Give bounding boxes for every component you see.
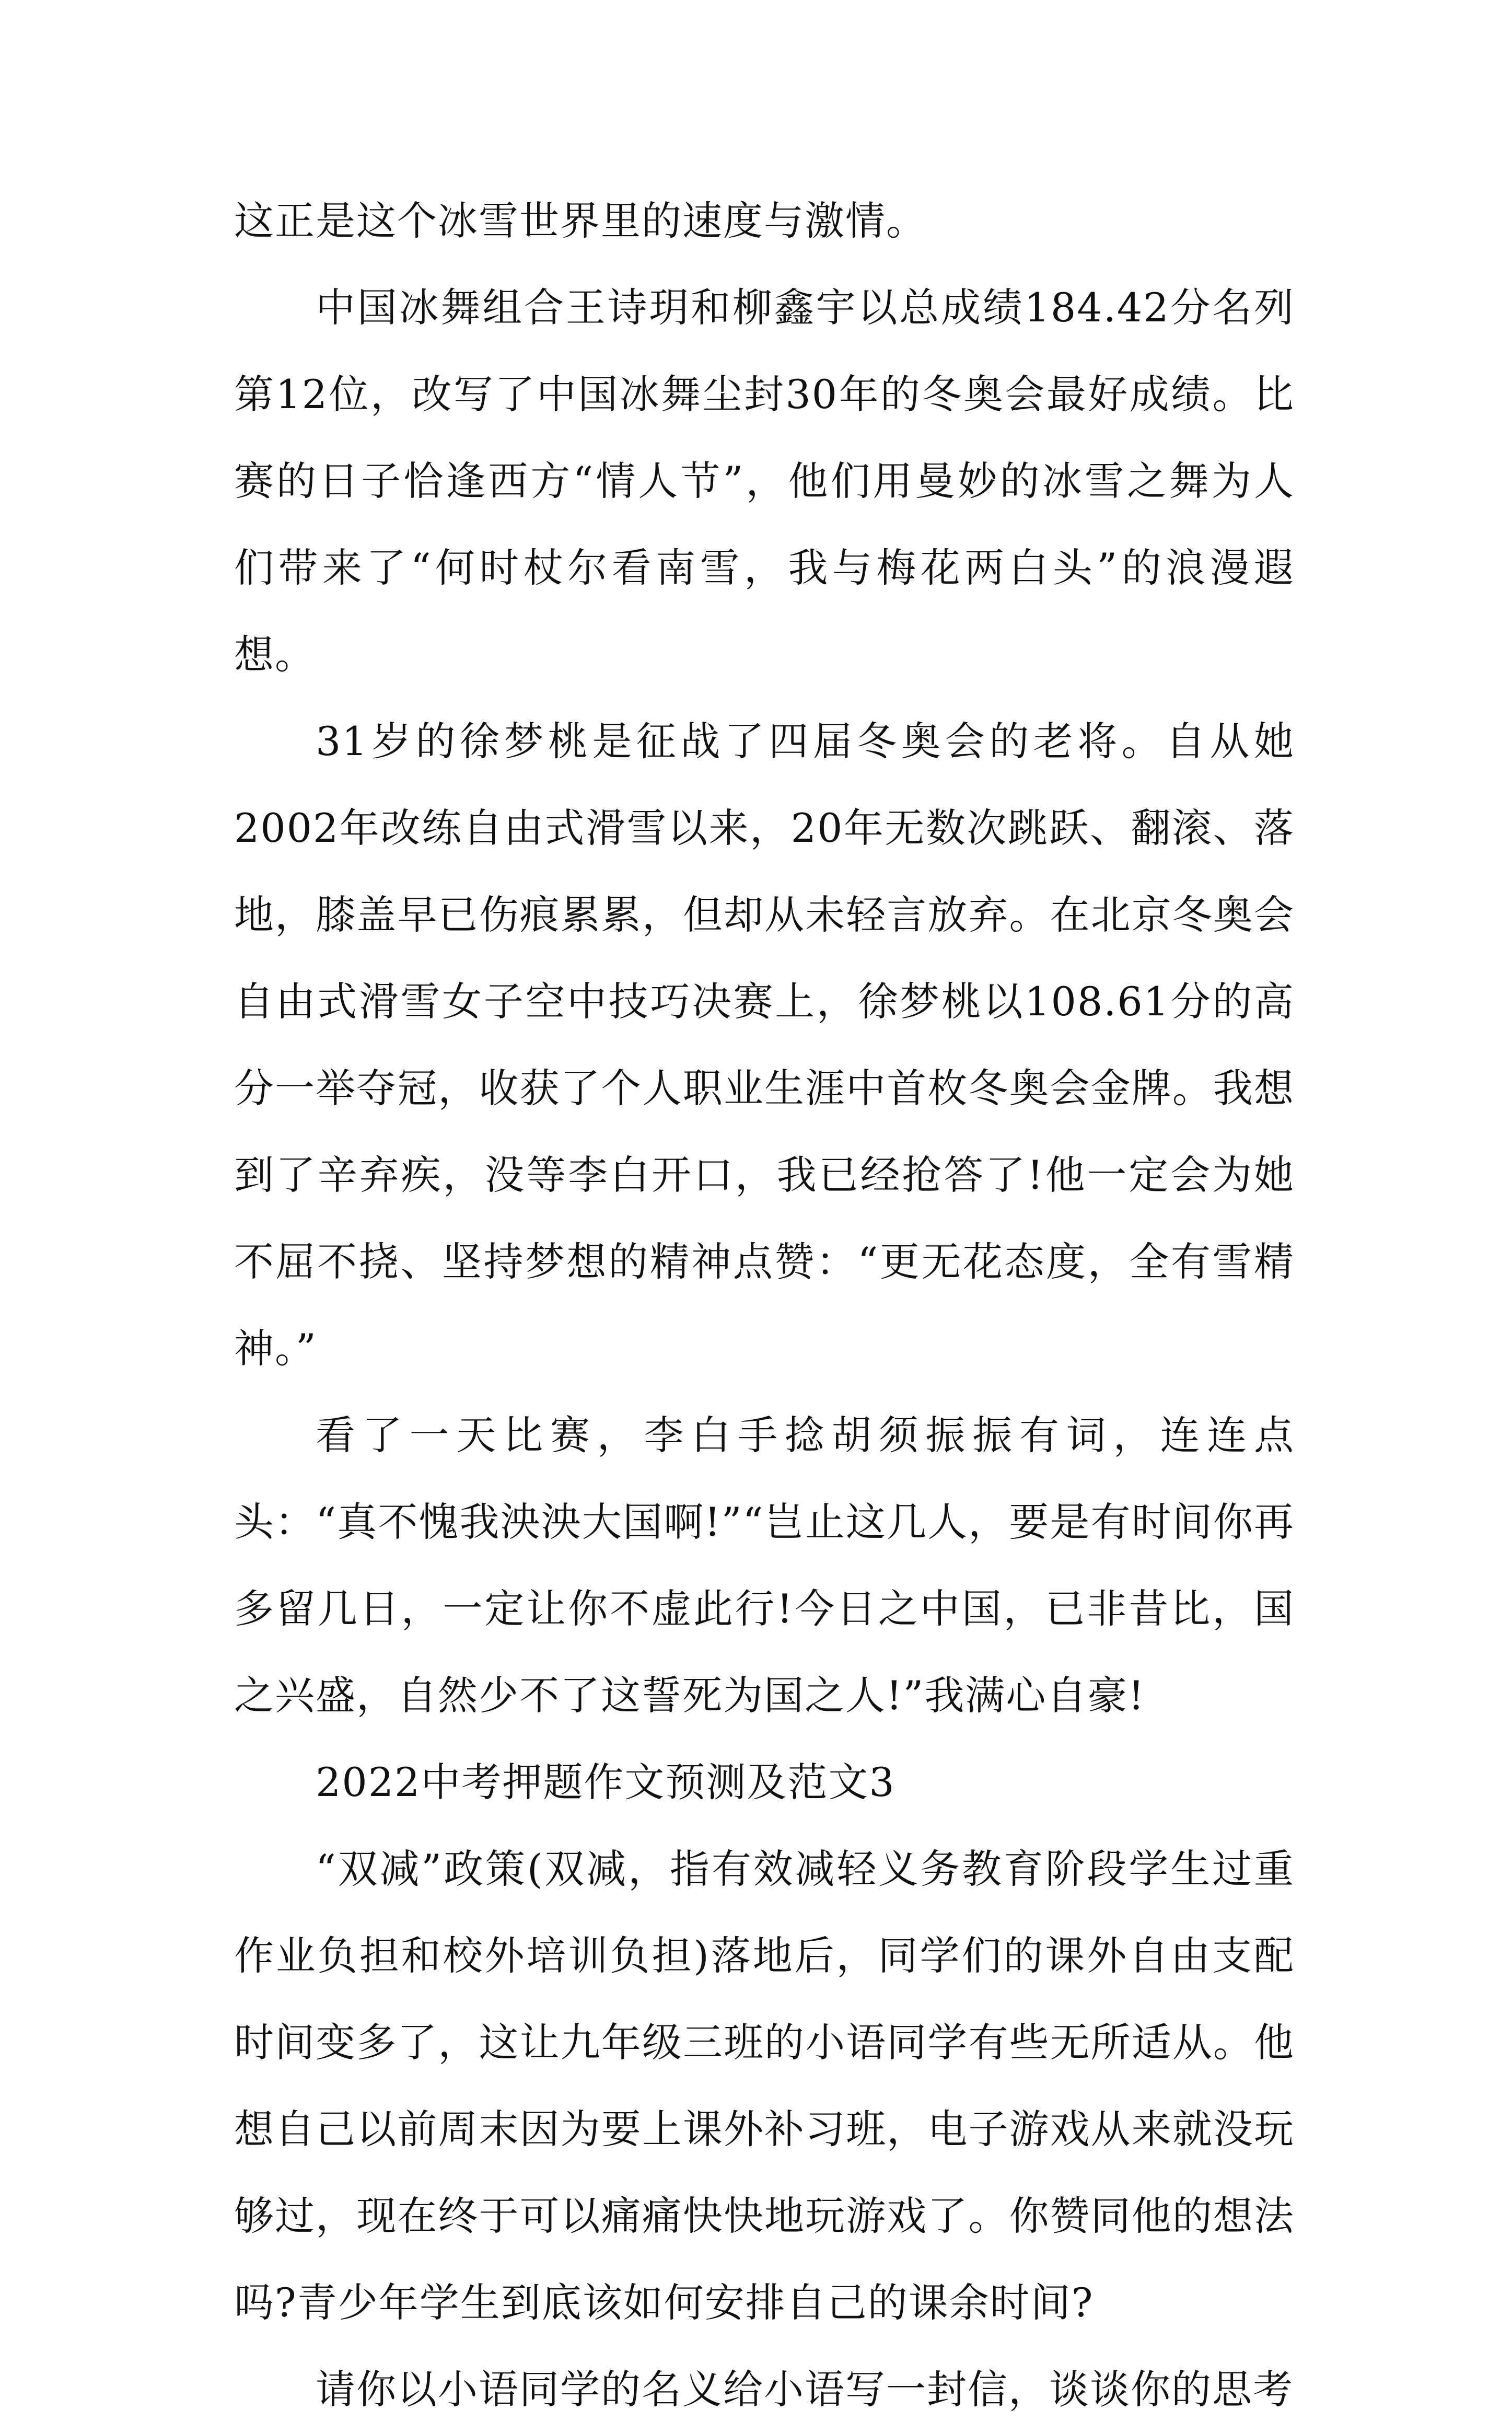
document-page — [234, 178, 1295, 2433]
paragraph-li-bai: 看了一天比赛，李白手捻胡须振振有词，连连点头：“真不愧我泱泱大国啊!”“岂止这几人，要是有时间你再多留几日，一定让你不虚此行!今日之中国，已非昔比，国之兴盛，自然少不了这誓死为国之人!”我满心自豪! — [234, 1412, 1295, 1719]
paragraph-double-reduction: “双减”政策(双减，指有效减轻义务教育阶段学生过重作业负担和校外培训负担)落地后，同学们的课外自由支配时间变多了，这让九年级三班的小语同学有些无所适从。他想自己以前周末因为要上课外补习班，电子游戏从来就没玩够过，现在终于可以痛痛快快地玩游戏了。你赞同他的想法吗?青少年学生到底该如何安排自己的课余时间? — [234, 1846, 1295, 2326]
paragraph-xu-mengtao: 31岁的徐梦桃是征战了四届冬奥会的老将。自从她2002年改练自由式滑雪以来，20年无数次跳跃、翻滚、落地，膝盖早已伤痕累累，但却从未轻言放弃。在北京冬奥会自由式滑雪女子空中技巧决赛上，徐梦桃以108.61分的高分一举夺冠，收获了个人职业生涯中首枚冬奥会金牌。我想到了辛弃疾，没等李白开口，我已经抢答了!他一定会为她不屈不挠、坚持梦想的精神点赞：“更无花态度，全有雪精神。” — [234, 718, 1295, 1372]
paragraph-ice-dance: 中国冰舞组合王诗玥和柳鑫宇以总成绩184.42分名列第12位，改写了中国冰舞尘封30年的冬奥会最好成绩。比赛的日子恰逢西方“情人节”，他们用曼妙的冰雪之舞为人们带来了“何时杖尔看南雪，我与梅花两白头”的浪漫遐想。 — [234, 284, 1295, 678]
section-heading: 2022中考押题作文预测及范文3 — [316, 1759, 895, 1805]
paragraph-continuation: 这正是这个冰雪世界里的速度与激情。 — [234, 198, 927, 244]
paragraph-letter-prompt: 请你以小语同学的名义给小语写一封信，谈谈你的思考 — [316, 2366, 1294, 2413]
